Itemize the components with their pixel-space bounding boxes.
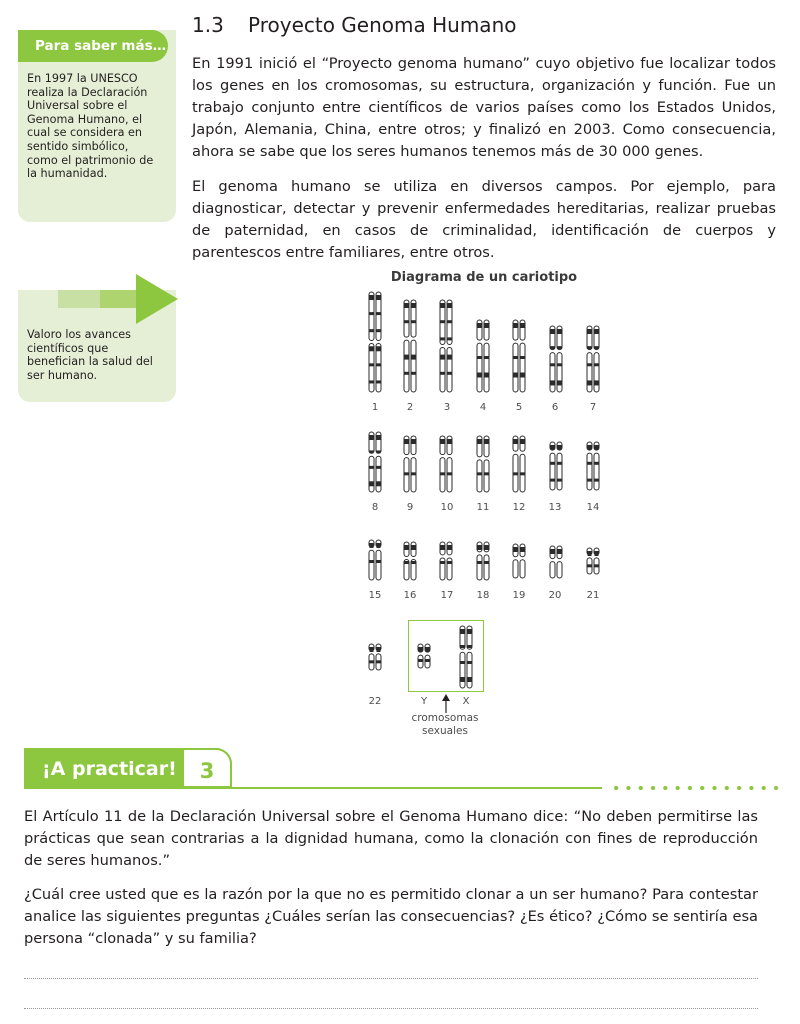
objective-line: ser humano.: [27, 368, 98, 382]
chromosome-pair: [550, 546, 562, 578]
chromosome-label: 1: [371, 402, 379, 413]
objective-line: benefician la salud del: [27, 355, 153, 369]
practice-paragraph-2: ¿Cuál cree usted que es la razón por la que no es permitido clonar a un ser humano? Para contestar analice las siguientes preguntas ¿Cuáles serían las consecuencias? ¿Es ético? ¿Cómo se sentiría esa persona “clonada” y su familia?: [24, 886, 758, 947]
chromosome-label: 20: [548, 590, 562, 601]
chromosome-label: 18: [476, 590, 490, 601]
chromosome-label: 11: [476, 502, 490, 513]
chromosome-pair: [404, 542, 416, 580]
sex-caption-line: sexuales: [422, 725, 468, 737]
x-chromosome-label: X: [462, 696, 470, 707]
chromosome-label: 9: [406, 502, 414, 513]
saber-mas-title: Para saber más…: [18, 30, 168, 62]
chromosome-pair: [440, 300, 452, 392]
chromosome-pair: [404, 436, 416, 492]
chromosome-pair: [369, 540, 381, 580]
chromosome-label: 14: [586, 502, 600, 513]
chromosome-label: 3: [443, 402, 451, 413]
chromosome-label: 15: [368, 590, 382, 601]
chromosome-label: 21: [586, 590, 600, 601]
sex-chromosomes-box: [408, 620, 484, 692]
practice-label: ¡A practicar!: [42, 758, 177, 780]
chromosome-label: 5: [515, 402, 523, 413]
y-chromosome-label: Y: [420, 696, 428, 707]
saber-mas-line: realiza la Declaración: [27, 85, 148, 99]
chromosome-label: 4: [479, 402, 487, 413]
chromosome-label: 19: [512, 590, 526, 601]
chromosome-label: 8: [371, 502, 379, 513]
chromosome-pair: [440, 542, 452, 580]
objective-line: científicos que: [27, 341, 109, 355]
chromosome-label: 12: [512, 502, 526, 513]
practice-dots: [610, 783, 782, 793]
practice-number: 3: [199, 759, 215, 783]
chromosome-pair: [550, 326, 562, 392]
chromosome-pair: [513, 436, 525, 492]
saber-mas-line: la humanidad.: [27, 167, 108, 181]
objective-line: Valoro los avances: [27, 328, 131, 341]
chromosome-label: 7: [589, 402, 597, 413]
chromosome-pair: [513, 320, 525, 392]
karyotype-title: Diagrama de un cariotipo: [390, 270, 578, 285]
chromosome-pair: [587, 442, 599, 490]
saber-mas-line: En 1997 la UNESCO: [27, 72, 138, 85]
sex-chromosomes-caption: [392, 712, 498, 738]
chromosome-pair: [369, 292, 381, 392]
chromosome-pair: [369, 644, 381, 670]
saber-mas-line: cual se considera en: [27, 126, 143, 140]
chromosome-label: 13: [548, 502, 562, 513]
chromosome-pair: [477, 320, 489, 392]
saber-mas-line: como el patrimonio de: [27, 153, 154, 167]
chromosome-label: 2: [406, 402, 414, 413]
chromosome-pair: [404, 300, 416, 392]
section-paragraph-1: En 1991 inició el “Proyecto genoma humano” cuyo objetivo fue localizar todos los genes en los cromosomas, su estructura, organización y función. Fue un trabajo conjunto entre científicos de varios países como los Estados Unidos, Japón, Alemania, China, entre otros; y finalizó en 2003. Como consecuencia, ahora se sabe que los seres humanos tenemos más de 30 000 genes.: [192, 55, 776, 160]
chromosome-pair: [550, 442, 562, 490]
section-title: Proyecto Genoma Humano: [248, 13, 517, 37]
chromosome-label: 10: [440, 502, 454, 513]
section-number: 1.3: [192, 13, 224, 37]
practice-paragraph-1: El Artículo 11 de la Declaración Universal sobre el Genoma Humano dice: “No deben permitirse las prácticas que sean contrarias a la dignidad humana, como la clonación con fines de reproducción de seres humanos.”: [24, 808, 758, 869]
chromosome-pair: [513, 544, 525, 578]
chromosome-label: 16: [403, 590, 417, 601]
chromosome-pair: [440, 436, 452, 492]
chromosome-label: 6: [551, 402, 559, 413]
answer-line[interactable]: [24, 1008, 758, 1009]
up-arrow-icon: [440, 694, 452, 714]
chromosome-pair: [369, 432, 381, 492]
practice-number-box: [184, 748, 232, 788]
chromosome-label: 17: [440, 590, 454, 601]
chromosome-pair: [477, 436, 489, 492]
answer-line[interactable]: [24, 978, 758, 979]
saber-mas-line: sentido simbólico,: [27, 139, 129, 153]
saber-mas-line: Universal sobre el: [27, 99, 128, 113]
chromosome-pair: [587, 326, 599, 392]
chromosome-pair: [587, 548, 599, 574]
section-paragraph-2: El genoma humano se utiliza en diversos campos. Por ejemplo, para diagnosticar, detectar y prevenir enfermedades hereditarias, realizar pruebas de paternidad, en casos de criminalidad, identificación de cuerpos y parentescos entre familiares, entre otros.: [192, 178, 776, 261]
saber-mas-line: Genoma Humano, el: [27, 112, 143, 126]
chromosome-pair: [477, 542, 489, 580]
sex-caption-line: cromosomas: [411, 712, 479, 724]
chromosome-label: 22: [368, 696, 382, 707]
practice-divider: [24, 787, 602, 789]
